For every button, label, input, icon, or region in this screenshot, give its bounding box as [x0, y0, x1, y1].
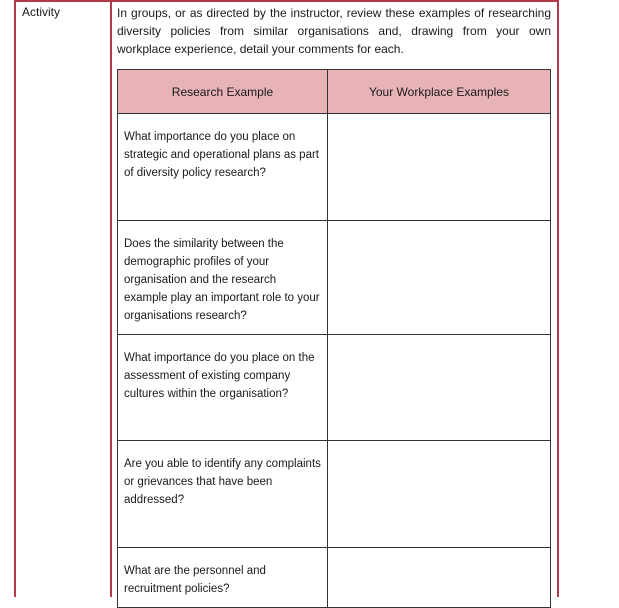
- research-table: [117, 69, 551, 608]
- left-border: [14, 0, 16, 597]
- column-divider: [110, 0, 112, 597]
- activity-instructions: In groups, or as directed by the instructor, review these examples of researching diversity policies from similar organisations and, drawing from your own workplace experience, detail your comments for each.: [117, 6, 551, 56]
- answer-cell[interactable]: [328, 221, 551, 335]
- table-top-border: [14, 0, 559, 2]
- question-cell: What importance do you place on strategic and operational plans as part of diversity policy research?: [118, 114, 328, 221]
- table-row: [118, 335, 551, 441]
- header-research-example: Research Example: [118, 70, 328, 114]
- header-workplace-examples: Your Workplace Examples: [328, 70, 551, 114]
- row-label: Activity: [22, 5, 61, 19]
- question-cell: Does the similarity between the demographic profiles of your organisation and the research example play an important role to your organisations research?: [118, 221, 328, 335]
- answer-cell[interactable]: [328, 114, 551, 221]
- table-row: [118, 114, 551, 221]
- right-border: [557, 0, 559, 597]
- answer-cell[interactable]: [328, 441, 551, 548]
- table-row: [118, 221, 551, 335]
- question-cell: What are the personnel and recruitment policies?: [118, 548, 328, 608]
- table-row: [118, 548, 551, 608]
- question-cell: Are you able to identify any complaints or grievances that have been addressed?: [118, 441, 328, 548]
- table-header-row: [118, 70, 551, 114]
- answer-cell[interactable]: [328, 548, 551, 608]
- answer-cell[interactable]: [328, 335, 551, 441]
- question-cell: What importance do you place on the assessment of existing company cultures within the organisation?: [118, 335, 328, 441]
- table-row: [118, 441, 551, 548]
